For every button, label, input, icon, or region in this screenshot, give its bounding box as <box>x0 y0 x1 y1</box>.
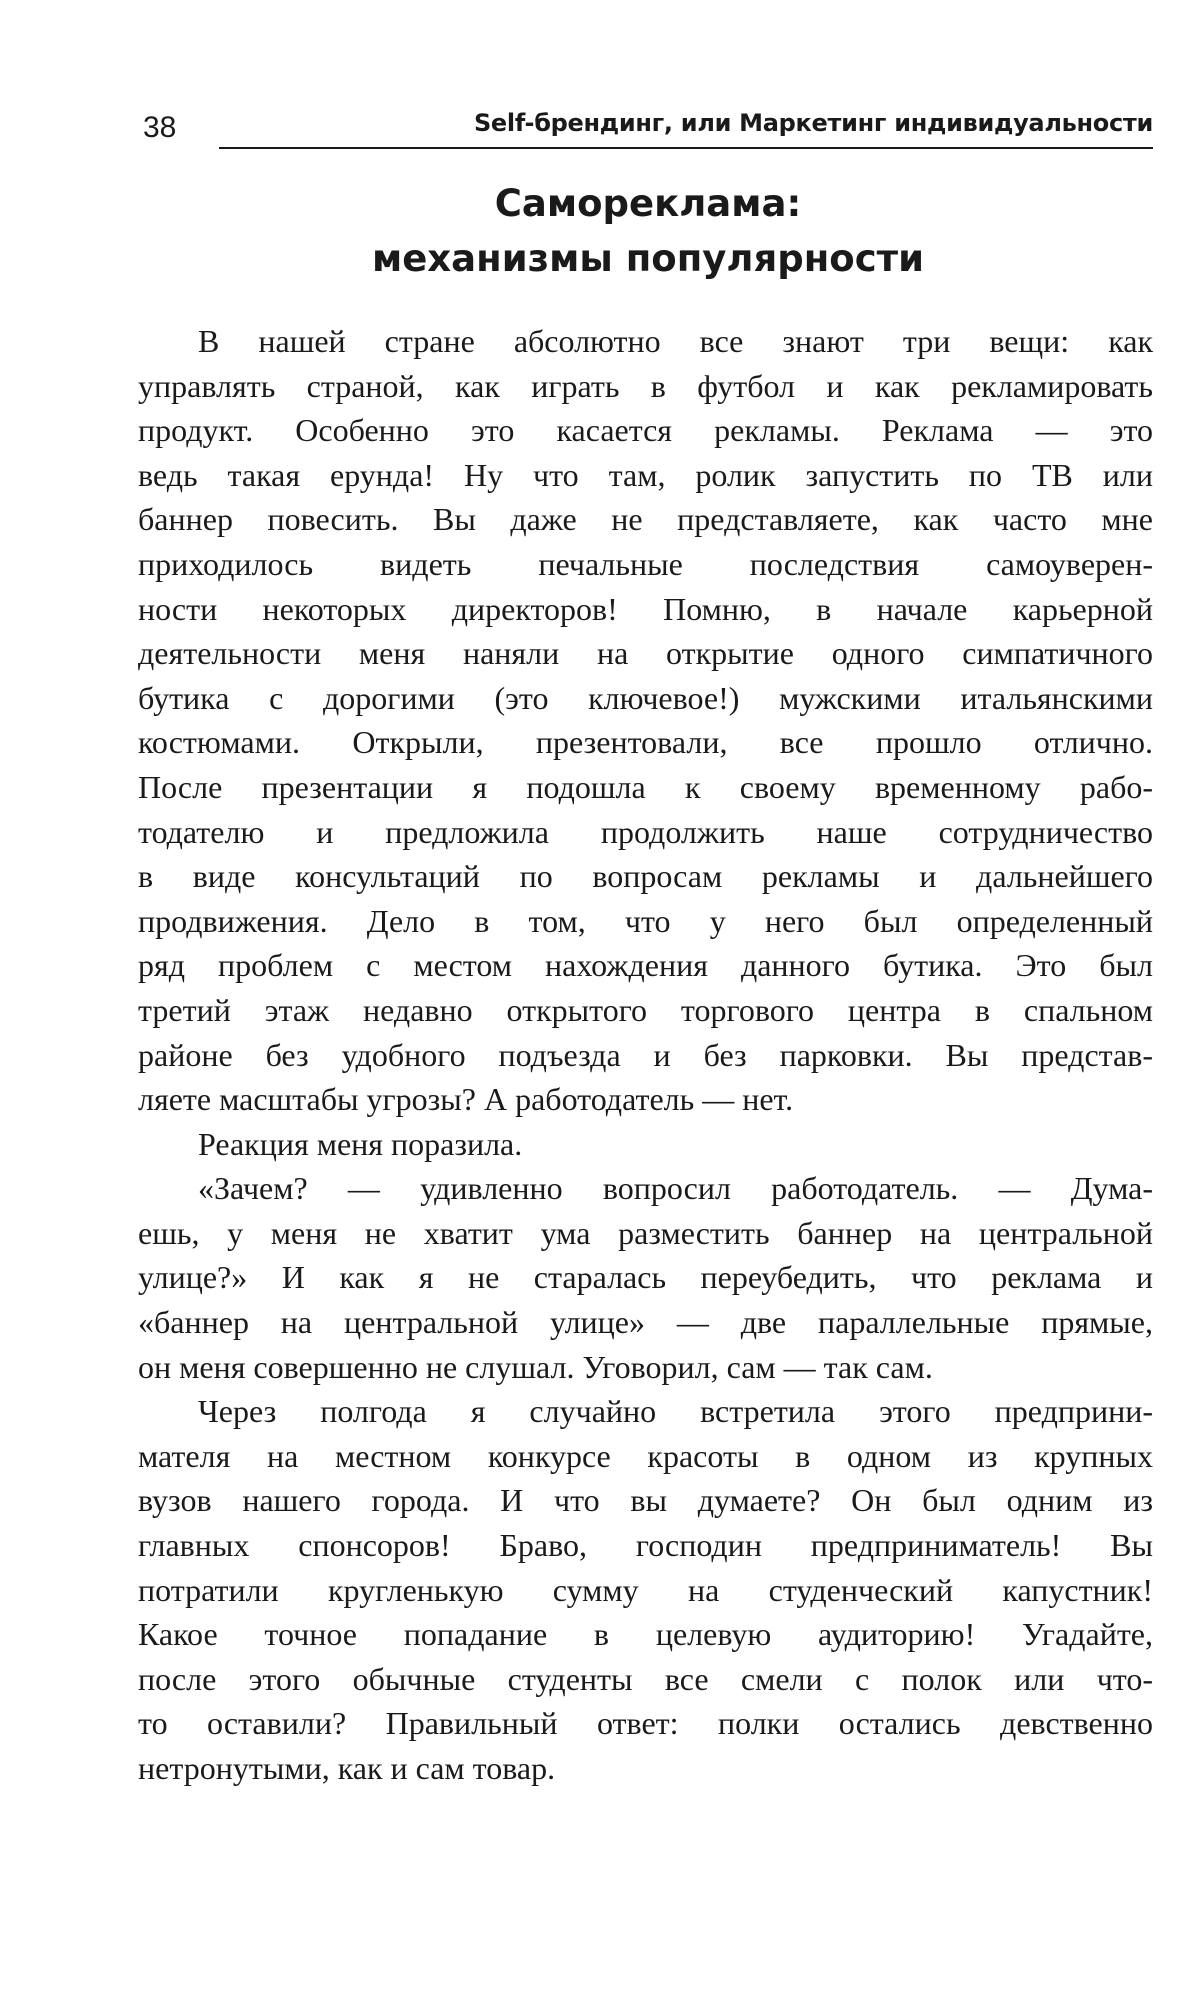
body-line: управлять страной, как играть в футбол и как рекламировать <box>138 367 1153 404</box>
body-line: после этого обычные студенты все смели с полок или что- <box>138 1660 1153 1697</box>
chapter-title-line-2: механизмы популярности <box>371 237 925 280</box>
header-rule <box>219 147 1153 149</box>
body-line: он меня совершенно не слушал. Уговорил, сам — так сам. <box>138 1348 933 1385</box>
running-header <box>143 102 1153 152</box>
body-line: мателя на местном конкурсе красоты в одном из крупных <box>138 1437 1153 1474</box>
body-line: нетронутыми, как и сам товар. <box>138 1750 556 1786</box>
chapter-title-line-1: Самореклама: <box>494 182 802 225</box>
body-line: третий этаж недавно открытого торгового центра в спальном <box>138 991 1153 1028</box>
body-line: Реакция меня поразила. <box>198 1125 523 1162</box>
body-line: тодателю и предложила продолжить наше сотрудничество <box>138 813 1153 850</box>
body-line: главных спонсоров! Браво, господин предприниматель! Вы <box>138 1527 1153 1564</box>
body-line: ряд проблем с местом нахождения данного бутика. Это был <box>138 947 1153 984</box>
body-line: бутика с дорогими (это ключевое!) мужскими итальянскими <box>138 679 1153 716</box>
body-line: «Зачем? — удивленно вопросил работодатель. — Дума- <box>198 1170 1153 1207</box>
body-line: ведь такая ерунда! Ну что там, ролик запустить по ТВ или <box>138 456 1153 493</box>
body-line: баннер повесить. Вы даже не представляете, как часто мне <box>138 501 1153 538</box>
body-line: «баннер на центральной улице» — две параллельные прямые, <box>138 1304 1153 1341</box>
body-line: потратили кругленькую сумму на студенческий капустник! <box>138 1571 1153 1608</box>
page-number: 38 <box>143 111 177 144</box>
body-line: продвижения. Дело в том, что у него был определенный <box>138 902 1153 939</box>
body-line: в виде консультаций по вопросам рекламы и дальнейшего <box>138 858 1153 895</box>
chapter-title <box>143 176 1153 286</box>
body-line: ности некоторых директоров! Помню, в начале карьерной <box>138 590 1153 627</box>
body-line: приходилось видеть печальные последствия самоуверен- <box>138 545 1153 582</box>
body-line: Какое точное попадание в целевую аудиторию! Угадайте, <box>138 1616 1153 1653</box>
body-line: районе без удобного подъезда и без парковки. Вы представ- <box>138 1036 1153 1073</box>
body-line: В нашей стране абсолютно все знают три вещи: как <box>198 323 1153 359</box>
body-text <box>138 319 1153 1791</box>
body-line: улице?» И как я не старалась переубедить, что реклама и <box>138 1259 1153 1296</box>
body-line: продукт. Особенно это касается рекламы. Реклама — это <box>138 412 1153 449</box>
body-line: деятельности меня наняли на открытие одного симпатичного <box>138 635 1153 672</box>
body-line: ешь, у меня не хватит ума разместить баннер на центральной <box>138 1214 1153 1251</box>
body-line: ляете масштабы угрозы? А работодатель — нет. <box>138 1081 794 1118</box>
body-line: Через полгода я случайно встретила этого предприни- <box>198 1393 1153 1430</box>
body-line: После презентации я подошла к своему временному рабо- <box>138 768 1153 805</box>
body-line: вузов нашего города. И что вы думаете? Он был одним из <box>138 1482 1153 1519</box>
body-line: костюмами. Открыли, презентовали, все прошло отлично. <box>138 724 1153 761</box>
running-title: Self-брендинг, или Маркетинг индивидуальности <box>473 109 1153 137</box>
body-line: то оставили? Правильный ответ: полки остались девственно <box>138 1705 1153 1742</box>
